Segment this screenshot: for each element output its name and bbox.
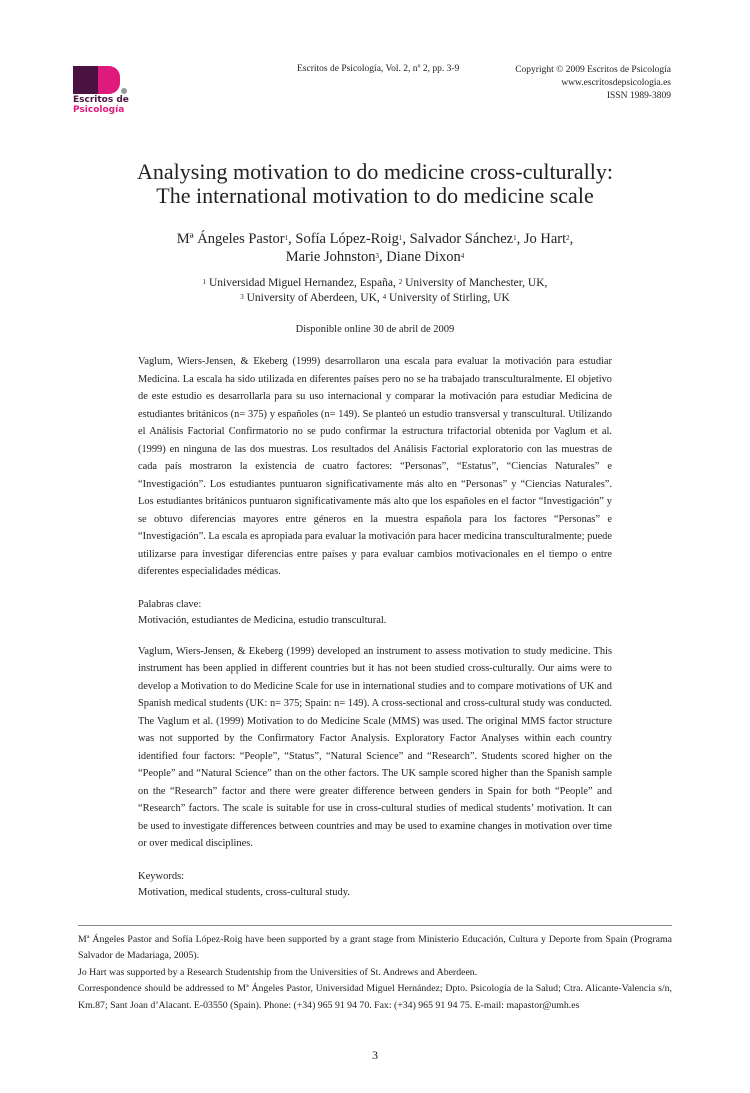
affiliation-marker: 3 (375, 252, 380, 260)
journal-citation: Escritos de Psicología, Vol. 2, nº 2, pp. 3-9 (297, 64, 460, 74)
palabras-clave-label: Palabras clave: (138, 598, 202, 610)
affiliation-marker: 4 (460, 252, 465, 260)
affiliation-marker: 1 (398, 234, 403, 242)
affiliation-number: 3 (240, 293, 244, 301)
logo-text-2: Psicología (73, 105, 125, 115)
abstract-paragraph: Vaglum, Wiers-Jensen, & Ekeberg (1999) developed an instrument to assess motivation to study medicine. This instrument has been applied in different countries but it has not been studied cross-culturally. Our aims were to develop a Motivation to do Medicine Scale for use in international studies and to compare motivations of UK and Spanish medical students (UK: n= 375; Spain: n= 149). A cross-sectional and cross-cultural study was conducted. The Vaglum et al. (1999) Motivation to do Medicine Scale (MMS) was used. The original MMS factor structure was not supported by the Confirmatory Factor Analysis. Exploratory Factor Analyses within each country identified four factors: “People”, “Status”, “Natural Science” and “Research”. Students scored higher on the “People” and “Natural Science” than on the other factors. The UK sample scored higher than the Spanish sample on the “Research” factor and there were greater difference between genders in Spain for both “People” and “Research” factors. The scale is suitable for use in cross-cultural studies of medical students’ motivation. It can be used to investigate differences between countries and may be used to examine changes in motivation over time or over medical disciplines. (138, 645, 612, 849)
resumen-paragraph: Vaglum, Wiers-Jensen, & Ekeberg (1999) desarrollaron una escala para evaluar la motivación para estudiar Medicina. La escala ha sido utilizada en diferentes países pero no se ha trabajado transculturalmente. El objetivo de este estudio es desarrollarla para su uso internacional y comparar la motivación para estudiar Medicina de estudiantes británicos (n= 375) y españoles (n= 149). Se planteó un estudio transversal y transcultural. Utilizando el Análisis Factorial Confirmatorio no se pudo confirmar la estructura trifactorial obtenida por Vaglum et al. (1999) en ninguna de las dos muestras. Los resultados del Análisis Factorial exploratorio con las muestras de cada país mostraron la existencia de cuatro factores: “Personas”, “Estatus”, “Ciencias Naturales” e “Investigación”. Los estudiantes puntuaron significativamente más alto en “Personas” y “Ciencias Naturales”. Los estudiantes británicos puntuaron significativamente más alto que los españoles en el factor “Investigación” y se obtuvo diferencias mayores entre géneros en la muestra española para los factores “Personas” e “Investigación”. La escala es apropiada para evaluar la motivación para hacer medicina transculturalmente; puede utilizarse para investigar diferencias entre países y para evaluar cambios motivacionales en el tiempo o entre diferentes especialidades médicas. (138, 356, 612, 577)
keywords-label: Keywords: (138, 870, 185, 882)
affiliation: University of Stirling, UK (386, 292, 510, 304)
affiliation-number: 4 (382, 293, 387, 301)
footnote-divider (78, 925, 672, 926)
author: Jo Hart (523, 231, 567, 247)
affiliation: Universidad Miguel Hernandez, España, (206, 277, 399, 289)
affiliation-number: 2 (398, 278, 403, 286)
affiliation-marker: 1 (513, 234, 517, 242)
author: Mª Ángeles Pastor (176, 231, 285, 247)
keywords-text: Motivation, medical students, cross-cultural study. (138, 886, 350, 898)
affiliation-number: 1 (202, 278, 207, 286)
affiliation-marker: 2 (566, 234, 570, 242)
author: Diane Dixon (386, 249, 461, 265)
affiliation-marker: 1 (284, 234, 289, 242)
footnotes (78, 932, 672, 1015)
title-line: Analysing motivation to do medicine cross-culturally: (137, 159, 613, 184)
author-list: Mª Ángeles Pastor$^1$, Sofía López-Roig$^1$, Salvador Sánchez$^1$, Jo Hart$^2$, Marie Johnston$^3$, Diane Dixon$^4$ (176, 231, 574, 265)
author: Marie Johnston (285, 249, 376, 265)
footnote: Jo Hart was supported by a Research Studentship from the Universities of St. Andrews and Aberdeen. (78, 966, 478, 978)
footnote: Correspondence should be addressed to Mª Ángeles Pastor, Universidad Miguel Hernández; Dpto. Psicología de la Salud; Ctra. Alicante-Valencia s/n, Km.87; Sant Joan d’Alacant. E-03550 (Spain). Phone: (+34) 965 91 94 70. Fax: (+34) 965 91 94 75. E-mail: mapastor@umh.es (78, 983, 672, 1011)
affiliation: University of Aberdeen, UK, (243, 292, 383, 304)
title-line: The international motivation to do medicine scale (156, 183, 594, 208)
article-title (0, 160, 750, 208)
affiliation: University of Manchester, UK, (402, 277, 548, 289)
footnote: Mª Ángeles Pastor and Sofía López-Roig have been supported by a grant stage from Ministerio Educación, Cultura y Deporte from Spain (Programa Salvador de Madariaga, 2005). (78, 933, 672, 962)
author: Salvador Sánchez (409, 231, 514, 247)
keywords (138, 869, 612, 901)
website-link[interactable]: www.escritosdepsicologia.es (561, 78, 671, 88)
author: Sofía López-Roig (295, 231, 399, 247)
logo-text-1: Escritos de (73, 95, 129, 105)
online-date: Disponible online 30 de abril de 2009 (295, 324, 455, 335)
page-number: 3 (372, 1048, 378, 1063)
issn: ISSN 1989-3809 (606, 91, 671, 101)
palabras-clave (138, 597, 612, 629)
palabras-clave-text: Motivación, estudiantes de Medicina, estudio transcultural. (138, 614, 387, 626)
copyright: Copyright © 2009 Escritos de Psicología (515, 65, 671, 75)
affiliations (0, 276, 750, 306)
